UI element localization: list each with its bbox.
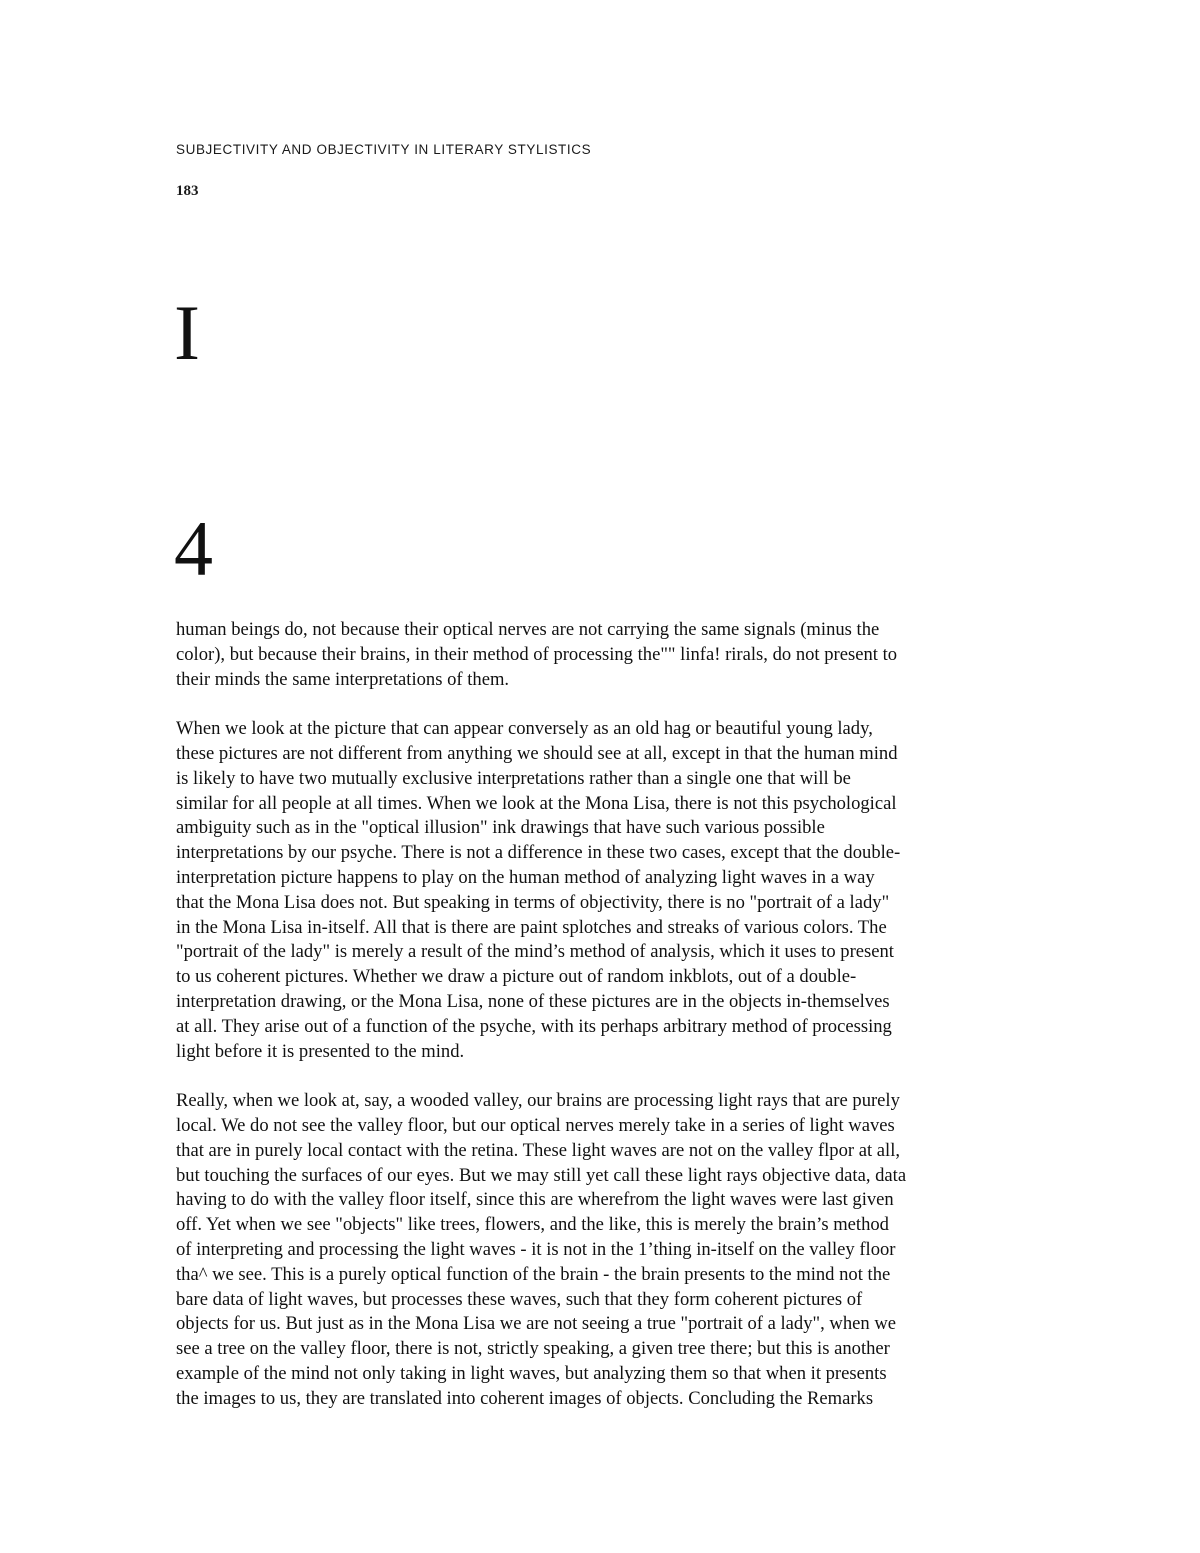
large-glyph-roman-one: I [174,289,200,376]
running-title: SUBJECTIVITY AND OBJECTIVITY IN LITERARY STYLISTICS [176,142,592,157]
paragraph: Really, when we look at, say, a wooded valley, our brains are processing light rays that are purely local. We do not see the valley floor, but our optical nerves merely take in a series of light waves that are in purely local contact with the retina. These light waves are not on the valley flpor at all, but touching the surfaces of our eyes. But we may still yet call these light rays objective data, data having to do with the valley floor itself, since this are wherefrom the light waves were last given off. Yet when we see "objects" like trees, flowers, and the like, this is merely the brain’s method of interpreting and processing the light waves - it is not in the 1’thing in-itself on the valley floor tha^ we see. This is a purely optical function of the brain - the brain presents to the mind not the bare data of light waves, but processes these waves, such that they form coherent pictures of objects for us. But just as in the Mona Lisa we are not seeing a true "portrait of a lady", when we see a tree on the valley floor, there is not, strictly speaking, a given tree there; but this is another example of the mind not only taking in light waves, but analyzing them so that when it presents the images to us, they are translated into coherent images of objects. Concluding the Remarks [176,1090,907,1409]
paragraph: human beings do, not because their optical nerves are not carrying the same signals (minus the color), but because their brains, in their method of processing the"" linfa! rirals, do not present to their minds the same interpretations of them. [176,619,898,690]
large-glyph-four: 4 [174,505,213,592]
page-number: 183 [176,183,199,199]
paragraph: When we look at the picture that can appear conversely as an old hag or beautiful young lady, these pictures are not different from anything we should see at all, except in that the human mind is likely to have two mutually exclusive interpretations rather than a single one that will be similar for all people at all times. When we look at the Mona Lisa, there is not this psychological ambiguity such as in the "optical illusion" ink drawings that have such various possible interpretations by our psyche. There is not a difference in these two cases, except that the double- interpretation picture happens to play on the human method of analyzing light waves in a way that the Mona Lisa does not. But speaking in terms of objectivity, there is no "portrait of a lady" in the Mona Lisa in-itself. All that is there are paint splotches and streaks of various colors. The "portrait of the lady" is merely a result of the mind’s method of analysis, which it uses to present to us coherent pictures. Whether we draw a picture out of random inkblots, out of a double- interpretation drawing, or the Mona Lisa, none of these pictures are in the objects in-themselves at all. They arise out of a function of the psyche, with its perhaps arbitrary method of processing light before it is presented to the mind. [176,718,901,1062]
body-text [176,618,1026,1436]
